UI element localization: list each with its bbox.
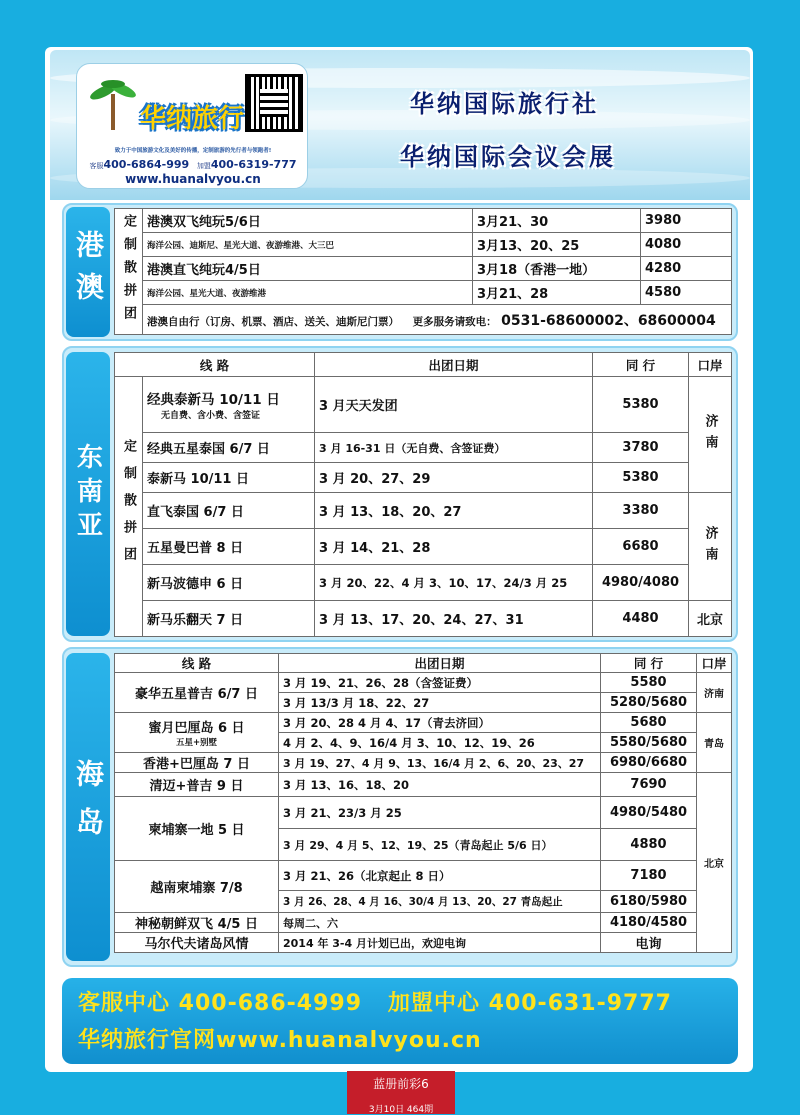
expo-title: 华纳国际会议会展 — [400, 143, 616, 171]
port-cell: 青岛 — [697, 713, 732, 773]
port-cell: 北京 — [689, 601, 732, 637]
price-cell: 6680 — [593, 529, 689, 565]
hotlines: 客服400-6864-999 加盟400-6319-777 — [89, 158, 297, 171]
date-cell: 3 月 13、18、20、27 — [315, 493, 593, 529]
col-date: 出团日期 — [315, 353, 593, 377]
price-cell: 4580 — [641, 281, 732, 305]
col-price: 同 行 — [593, 353, 689, 377]
date-cell: 3 月 13/3 月 18、22、27 — [279, 693, 601, 713]
island-tag: 海岛 — [66, 653, 110, 961]
col-route: 线 路 — [115, 654, 279, 673]
contact-footer — [62, 978, 738, 1064]
price-cell: 4080 — [641, 233, 732, 257]
col-route: 线 路 — [115, 353, 315, 377]
route-cell: 马尔代夫诸岛风情 — [115, 933, 279, 953]
date-cell: 3 月 19、27、4 月 9、13、16/4 月 2、6、20、23、27 — [279, 753, 601, 773]
hk-side-label: 定制散拼团 — [115, 209, 143, 335]
price-cell: 6980/6680 — [601, 753, 697, 773]
brand-website: www.huanalvyou.cn — [125, 172, 261, 186]
logo-card — [76, 63, 308, 189]
price-cell: 7180 — [601, 861, 697, 891]
footer-hotlines: 客服中心 400-686-4999 加盟中心 400-631-9777 — [78, 991, 672, 1016]
route-cell: 柬埔寨一地 5 日 — [115, 797, 279, 861]
price-cell: 5280/5680 — [601, 693, 697, 713]
price-cell: 3780 — [593, 433, 689, 463]
price-cell: 4980/5480 — [601, 797, 697, 829]
date-cell: 3 月 20、27、29 — [315, 463, 593, 493]
brand-slogan: 致力于中国旅游文化及美好的传播，定制旅游的先行者与领跑者! — [114, 148, 272, 154]
date-cell: 每周二、六 — [279, 913, 601, 933]
date-cell: 3 月 20、28 4 月 4、17（青去济回） — [279, 713, 601, 733]
date-cell: 3 月 26、28、4 月 16、30/4 月 13、20、27 青岛起止 — [279, 891, 601, 913]
port-cell: 济南 — [689, 377, 732, 493]
hk-tag: 港澳 — [66, 207, 110, 337]
price-cell: 3980 — [641, 209, 732, 233]
date-cell: 3 月 21、26（北京起止 8 日） — [279, 861, 601, 891]
price-cell: 5380 — [593, 463, 689, 493]
price-cell: 电询 — [601, 933, 697, 953]
date-cell: 3月21、30 — [473, 209, 641, 233]
route-cell: 新马波德申 6 日 — [143, 565, 315, 601]
date-cell: 3 月 13、17、20、24、27、31 — [315, 601, 593, 637]
island-table — [114, 653, 732, 953]
price-cell: 4880 — [601, 829, 697, 861]
date-cell: 3月21、28 — [473, 281, 641, 305]
port-cell: 济南 — [697, 673, 732, 713]
route-cell: 越南柬埔寨 7/8 — [115, 861, 279, 913]
sea-table — [114, 352, 732, 637]
date-cell: 3 月 20、22、4 月 3、10、17、24/3 月 25 — [315, 565, 593, 601]
qr-code — [245, 74, 303, 132]
price-cell: 5580/5680 — [601, 733, 697, 753]
date-cell: 4 月 2、4、9、16/4 月 3、10、12、19、26 — [279, 733, 601, 753]
date-cell: 3 月 19、21、26、28（含签证费） — [279, 673, 601, 693]
hk-free-travel-row: 港澳自由行（订房、机票、酒店、送关、迪斯尼门票） 更多服务请致电： 0531-68600002、68600004 — [143, 305, 732, 335]
route-cell: 直飞泰国 6/7 日 — [143, 493, 315, 529]
page-label: 蓝册前彩6 — [373, 1077, 429, 1091]
date-cell: 3 月天天发团 — [315, 377, 593, 433]
route-cell: 清迈+普吉 9 日 — [115, 773, 279, 797]
route-cell: 经典五星泰国 6/7 日 — [143, 433, 315, 463]
footer-website: 华纳旅行官网www.huanalvyou.cn — [78, 1028, 482, 1053]
agency-title: 华纳国际旅行社 — [410, 90, 599, 118]
date-cell: 3月13、20、25 — [473, 233, 641, 257]
price-cell: 7690 — [601, 773, 697, 797]
route-cell: 经典泰新马 10/11 日 无自费、含小费、含签证 — [143, 377, 315, 433]
date-cell: 3月18（香港一地） — [473, 257, 641, 281]
route-note-cell: 海洋公园、星光大道、夜游维港 — [143, 281, 473, 305]
route-cell: 新马乐翻天 7 日 — [143, 601, 315, 637]
price-cell: 5680 — [601, 713, 697, 733]
col-port: 口岸 — [689, 353, 732, 377]
price-cell: 6180/5980 — [601, 891, 697, 913]
date-cell: 3 月 14、21、28 — [315, 529, 593, 565]
price-cell: 5580 — [601, 673, 697, 693]
issue-label: 3月10日 464期 — [368, 1105, 434, 1115]
col-date: 出团日期 — [279, 654, 601, 673]
port-cell: 济南 — [689, 493, 732, 601]
price-cell: 3380 — [593, 493, 689, 529]
route-cell: 泰新马 10/11 日 — [143, 463, 315, 493]
sea-side-label: 定制散拼团 — [115, 377, 143, 637]
sea-tag: 东南亚 — [66, 352, 110, 636]
date-cell: 3 月 29、4 月 5、12、19、25（青岛起止 5/6 日） — [279, 829, 601, 861]
route-cell: 蜜月巴厘岛 6 日 五星+别墅 — [115, 713, 279, 753]
page-label-box — [347, 1071, 455, 1114]
route-cell: 港澳双飞纯玩5/6日 — [143, 209, 473, 233]
date-cell: 3 月 13、16、18、20 — [279, 773, 601, 797]
port-cell: 北京 — [697, 773, 732, 953]
col-price: 同 行 — [601, 654, 697, 673]
price-cell: 4980/4080 — [593, 565, 689, 601]
route-cell: 神秘朝鲜双飞 4/5 日 — [115, 913, 279, 933]
route-cell: 香港+巴厘岛 7 日 — [115, 753, 279, 773]
hk-table — [114, 208, 732, 335]
brand-name: 华纳旅行 — [139, 104, 244, 134]
col-port: 口岸 — [697, 654, 732, 673]
price-cell: 4280 — [641, 257, 732, 281]
route-cell: 五星曼巴普 8 日 — [143, 529, 315, 565]
price-cell: 5380 — [593, 377, 689, 433]
price-cell: 4480 — [593, 601, 689, 637]
date-cell: 3 月 21、23/3 月 25 — [279, 797, 601, 829]
route-cell: 豪华五星普吉 6/7 日 — [115, 673, 279, 713]
date-cell: 2014 年 3-4 月计划已出，欢迎电询 — [279, 933, 601, 953]
route-cell: 港澳直飞纯玩4/5日 — [143, 257, 473, 281]
route-note-cell: 海洋公园、迪斯尼、星光大道、夜游维港、大三巴 — [143, 233, 473, 257]
price-cell: 4180/4580 — [601, 913, 697, 933]
date-cell: 3 月 16-31 日（无自费、含签证费） — [315, 433, 593, 463]
